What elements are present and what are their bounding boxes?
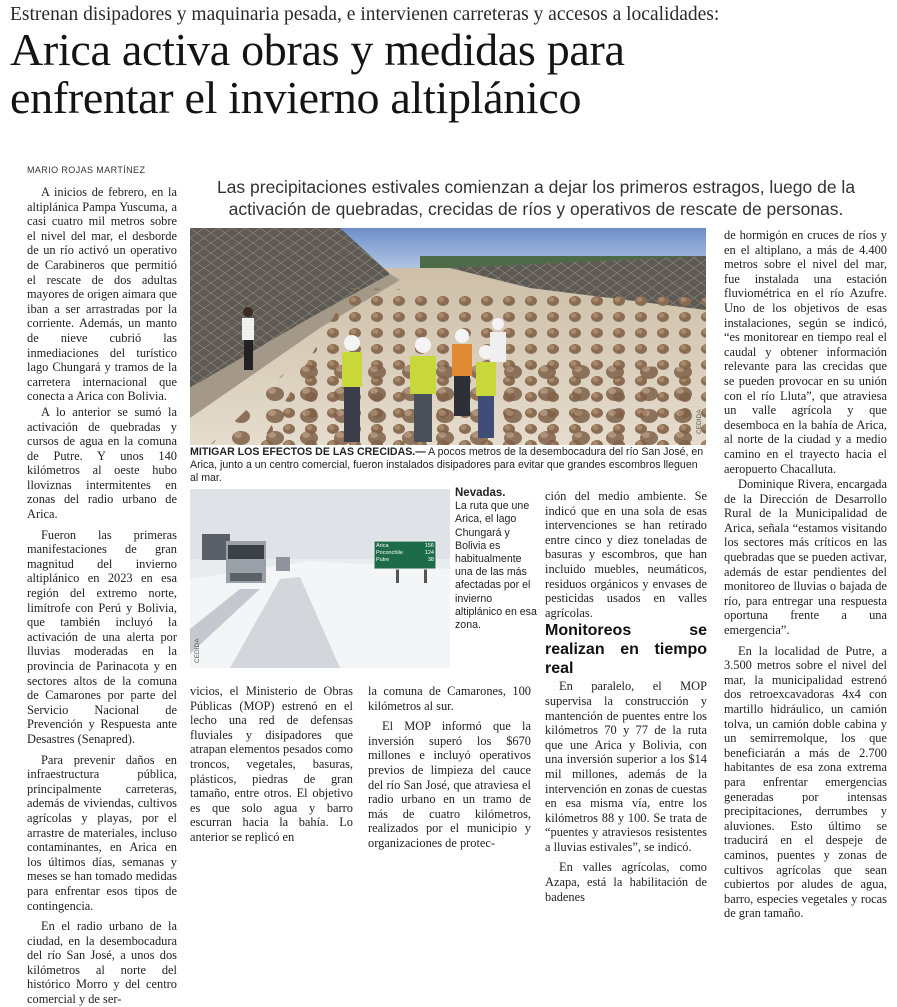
- sign-text: 156: [424, 543, 434, 549]
- headline-line-2: enfrentar el invierno altiplánico: [10, 72, 582, 123]
- paragraph: vicios, el Ministerio de Obras Públicas (MOP) estrenó en el lecho una red de defensas fluviales y disipadores que atrapan elementos pesados como troncos, vegetales, basuras, plásticos, piedras de gran tamaño, entre otros. El objetivo es que solo agua y barro escurran hacia la bahía. Lo anterior se replicó en: [190, 684, 353, 844]
- paragraph: En la localidad de Putre, a 3.500 metros sobre el nivel del mar, la municipalidad estrenó dos retroexcavadoras 4x4 con martillo hidráulico, un camión tolva, un camión doble cabina y un semirremolque, los que beneficiarán a más de 2.700 habitantes de esa zona extrema para enfrentar emergencias generadas por intensas precipitaciones, derrumbes y aluviones. Esto último se traducirá en el despeje de caminos, puentes y zonas de cultivos agrícolas que sean cubiertos por aludes de agua, barro, especies vegetales y rocas de gran tamaño.: [724, 643, 887, 921]
- sign-text: Poconchile: [376, 550, 403, 556]
- paragraph: Fueron las primeras manifestaciones de gran magnitud del invierno altiplánico en 2023 en esa región del extremo norte, limítrofe con Perú y Bolivia, que también incluyó la activación de una alerta por lluvias moderadas en la provincia de Parinacota y en sectores altos de la comuna de Camarones por parte del Servicio Nacional de Prevención y Respuesta ante Desastres (Senapred).: [27, 527, 177, 746]
- photo-credit: CEDIDA: [194, 638, 201, 663]
- article-column-3: [368, 684, 531, 850]
- paragraph: ción del medio ambiente. Se indicó que en una sola de esas intervenciones se han retirado entre cinco y diez toneladas de basuras y escombros, que han incluido muebles, neumáticos, residuos orgánicos y envases de pesticidas usados en valles agrícolas.: [545, 489, 707, 620]
- main-photo: [190, 228, 706, 445]
- caption-lead: Nevadas.: [455, 487, 506, 499]
- article-column-5: [724, 228, 887, 921]
- main-photo-caption: [190, 446, 706, 485]
- article-column-2: [190, 684, 353, 844]
- paragraph: A inicios de febrero, en la altiplánica Pampa Yuscuma, a casi cuatro mil metros sobre el nivel del mar, el desborde de un río activó un operativo de Carabineros que permitió el rescate de dos adultas mayores de origen aimara que iban a ser arrastradas por la corriente. Además, un manto de nieve cubrió las inmediaciones del turístico lago Chungará y tramos de la carretera internacional que conecta a Arica con Bolivia.: [27, 185, 177, 404]
- paragraph: En valles agrícolas, como Azapa, está la habilitación de badenes: [545, 860, 707, 904]
- headline-line-1: Arica activa obras y medidas para: [10, 24, 625, 75]
- snow-photo: [190, 489, 450, 668]
- caption-lead: MITIGAR LOS EFECTOS DE LAS CRECIDAS.—: [190, 446, 426, 458]
- article-column-1: [27, 185, 177, 1007]
- paragraph: En paralelo, el MOP supervisa la construcción y mantención de puentes entre los kilómetros 70 y 77 de la ruta que une Arica y Bolivia, con una inversión superior a los $14 mil millones, además de la intervención en zonas de cuestas en esa misma vía, entre los kilómetros 88 y 100. Se trata de “puentes y atraviesos resistentes a lluvias estivales”, se indicó.: [545, 679, 707, 854]
- sign-text: Putre: [376, 557, 390, 563]
- article-column-4: [545, 489, 707, 904]
- paragraph: Dominique Rivera, encargada de la Dirección de Desarrollo Rural de la Municipalidad de Arica, señala “estamos visitando los sectores más críticos en las quebradas que se pueden activar, además de estar pendientes del monitoreo de lluvias o bajada de río, para entregar una respuesta oportuna frente a una emergencia”.: [724, 477, 887, 638]
- kicker: Estrenan disipadores y maquinaria pesada, e intervienen carreteras y accesos a localidades:: [10, 4, 720, 25]
- sign-text: 124: [424, 550, 434, 556]
- subheading: Monitoreos se realizan en tiempo real: [545, 622, 707, 678]
- paragraph: A lo anterior se sumó la activación de quebradas y cursos de agua en la comuna de Putre. Y unos 140 kilómetros al oeste hubo lloviznas intermitentes en zonas del radio urbano de Arica.: [27, 404, 177, 522]
- road-sign: [376, 543, 434, 564]
- paragraph: de hormigón en cruces de ríos y en el altiplano, a más de 4.400 metros sobre el nivel del mar, fue instalada una estación fluviométrica en el río Azufre. Uno de los objetivos de esas instalaciones, según se indicó, “es monitorear en tiempo real el caudal y obtener información relevante para las crecidas que se pueden provocar en su unión con el río Lluta”, que atraviesa un valle agrícola y que desemboca en la bahía de Arica, al norte de la ciudad y a medio camino en el trayecto hacia el aeropuerto Chacalluta.: [724, 228, 887, 476]
- paragraph: Para prevenir daños en infraestructura pública, principalmente carreteras, además de viviendas, cultivos agrícolas y playas, por el arrastre de materiales, incluso contaminantes, en Arica en los últimos días, semanas y meses se han tomado medidas para enfrentar esos tipos de contingencia.: [27, 752, 177, 913]
- paragraph: la comuna de Camarones, 100 kilómetros al sur.: [368, 684, 531, 713]
- riverbed-dissipators-image: [190, 228, 706, 445]
- paragraph: En el radio urbano de la ciudad, en la desembocadura del río San José, a unos dos kilómetros al norte del histórico Morro y del centro comercial y de ser-: [27, 919, 177, 1007]
- snow-photo-caption: [455, 487, 538, 632]
- sign-text: 38: [427, 557, 434, 563]
- dek: Las precipitaciones estivales comienzan a dejar los primeros estragos, luego de la activación de quebradas, crecidas de ríos y operativos de rescate de personas.: [216, 177, 856, 219]
- byline: MARIO ROJAS MARTÍNEZ: [27, 165, 146, 175]
- sign-text: Arica: [376, 543, 389, 549]
- paragraph: El MOP informó que la inversión superó los $670 millones e incluyó operativos previos de limpieza del cauce del río San José, que atraviesa el radio urbano en un tramo de más de cuatro kilómetros, realizados por el municipio y organizaciones de protec-: [368, 719, 531, 850]
- caption-text: A pocos metros de la desembocadura del río San José, en Arica, junto a un centro comercial, fueron instalados disipadores para evitar que grandes escombros lleguen al mar.: [190, 446, 704, 484]
- photo-credit: CEDIDA: [696, 409, 703, 434]
- headline: [10, 26, 890, 122]
- snowy-road-image: [190, 489, 450, 668]
- caption-text: La ruta que une Arica, el lago Chungará y Bolivia es habitualmente una de las más afectadas por el invierno altiplánico en esa zona.: [455, 500, 537, 632]
